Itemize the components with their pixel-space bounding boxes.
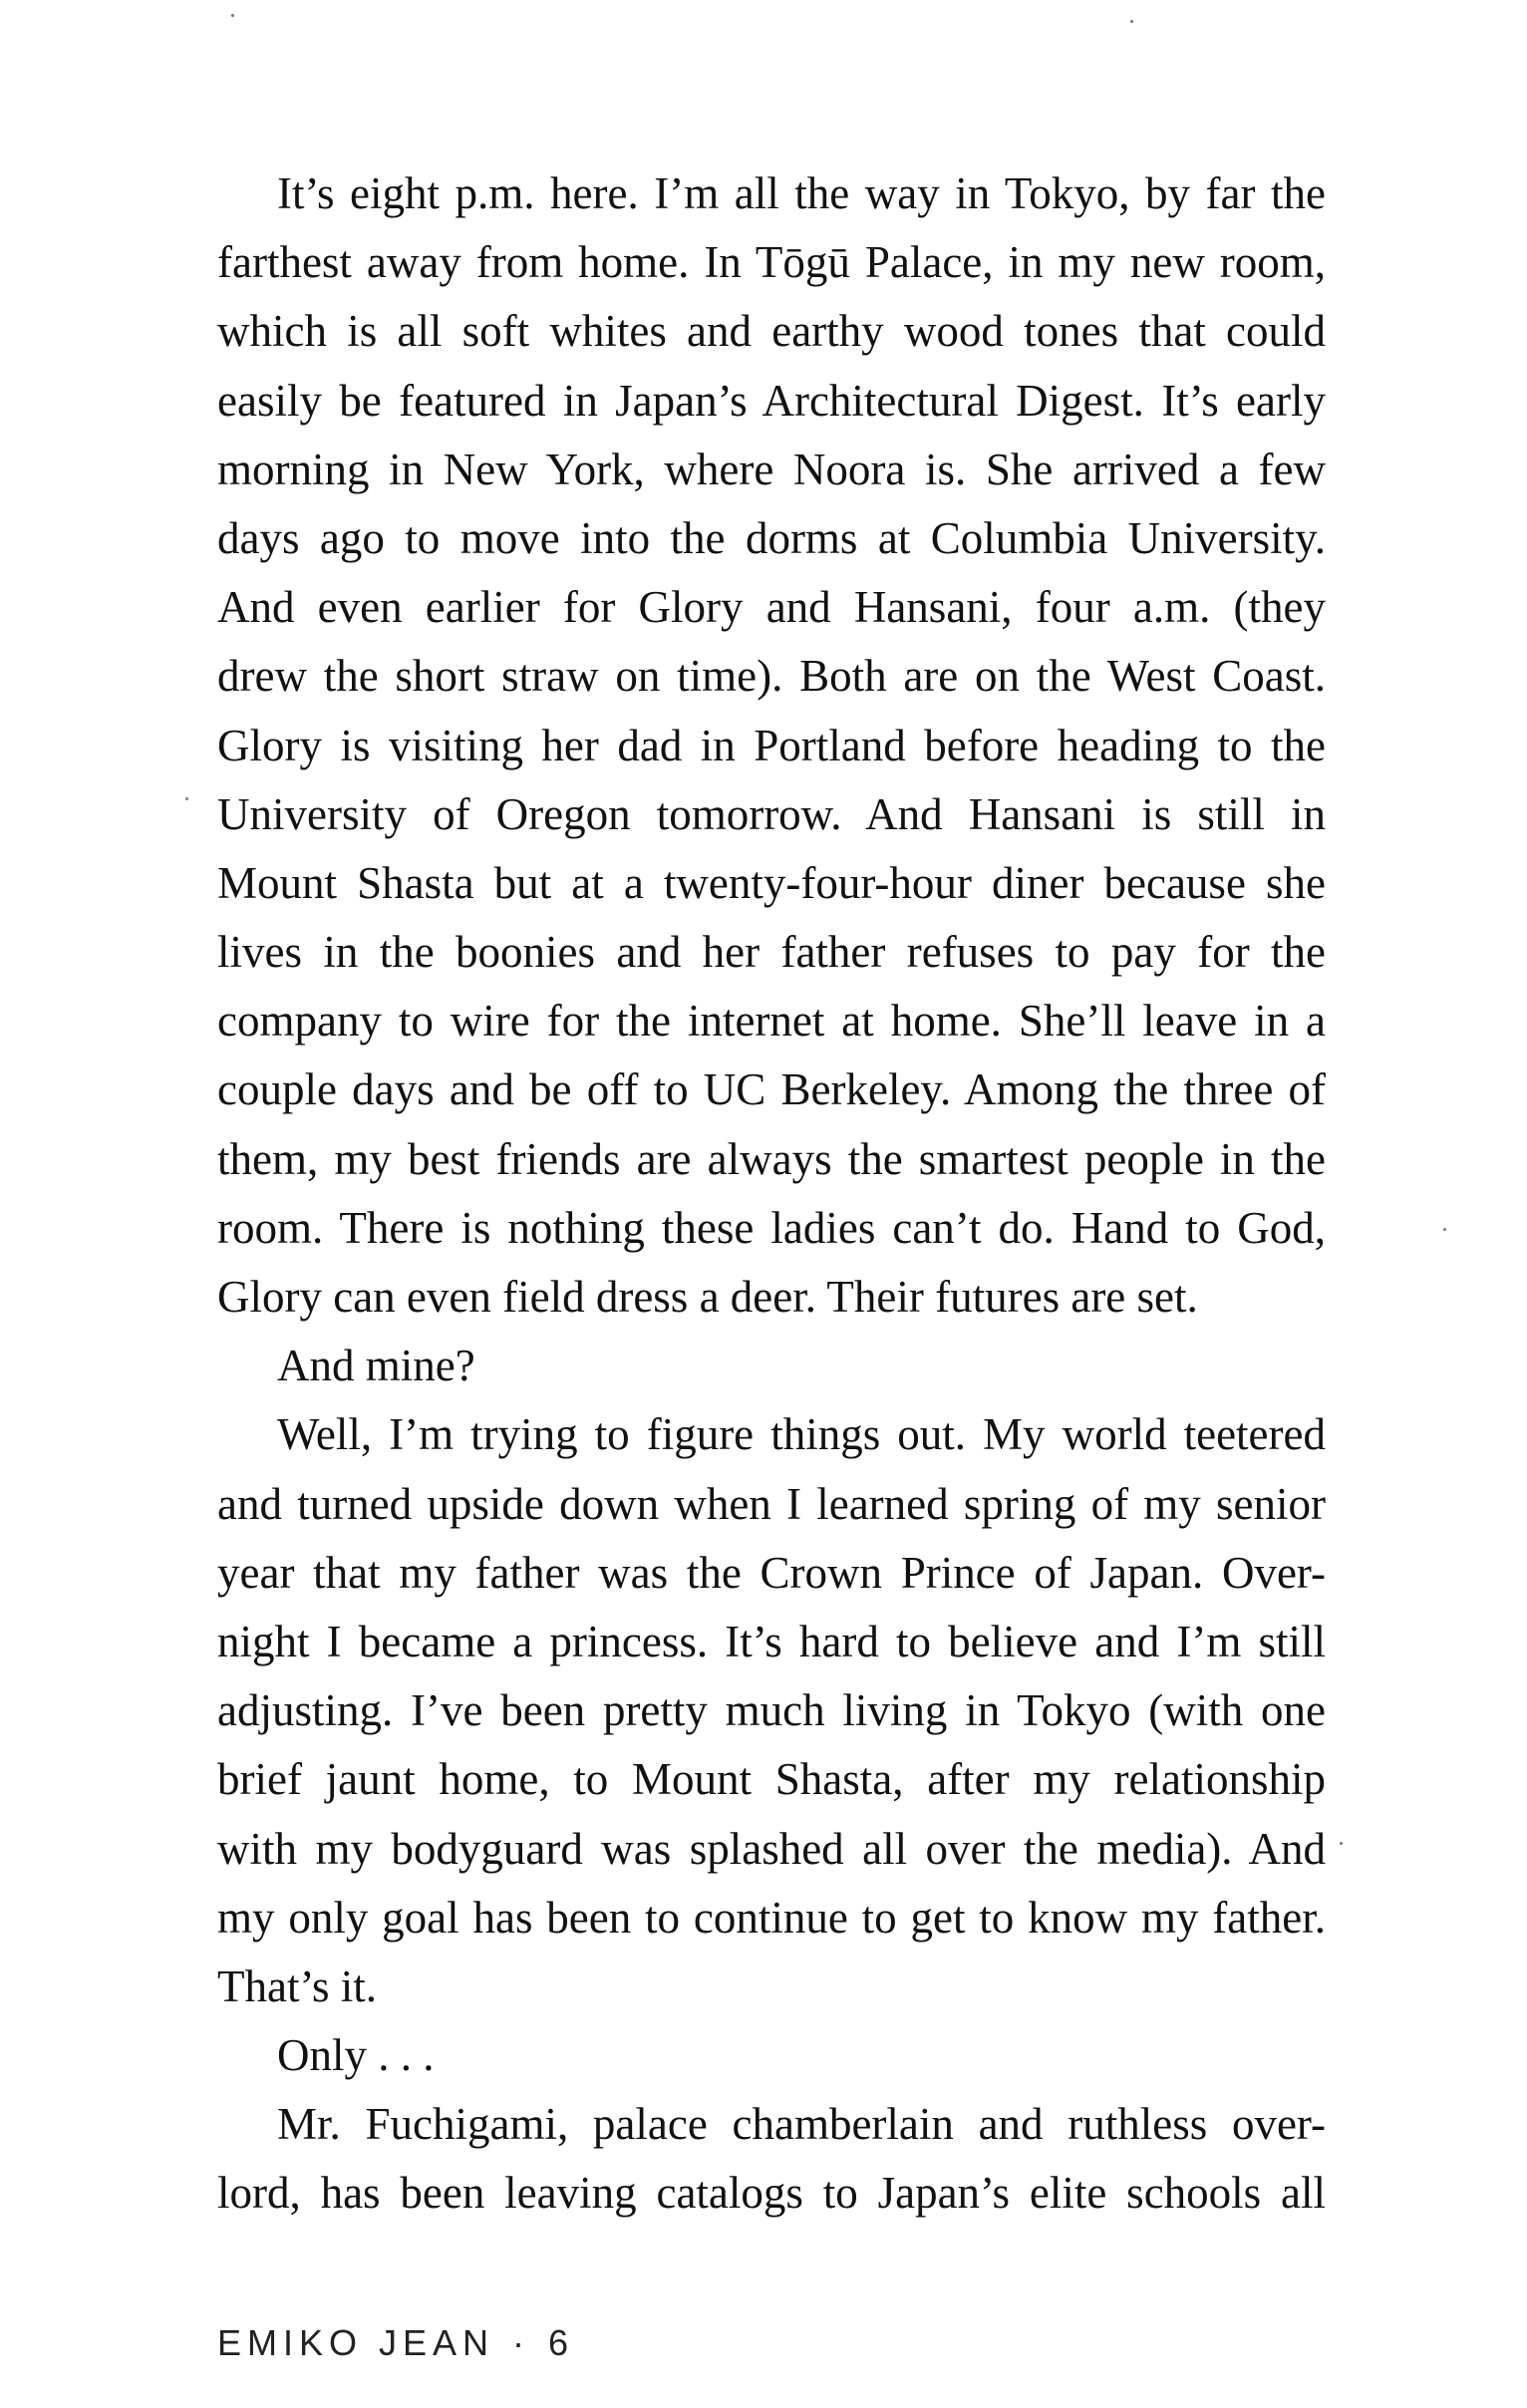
body-text [217, 159, 1326, 2229]
text-line: days ago to move into the dorms at Columbia University. [217, 512, 1326, 563]
scan-speck [1130, 20, 1133, 23]
text-line: And even earlier for Glory and Hansani, four a.m. (they [217, 582, 1326, 633]
text-line: lord, has been leaving catalogs to Japan’s elite schools all [217, 2168, 1326, 2219]
text-line: them, my best friends are always the smartest people in the [217, 1133, 1326, 1184]
text-line: Glory can even field dress a deer. Their futures are set. [217, 1272, 1198, 1322]
text-line: Only . . . [277, 2030, 435, 2081]
text-line: Well, I’m trying to figure things out. My world teetered [277, 1409, 1326, 1460]
text-line: adjusting. I’ve been pretty much living in Tokyo (with one [217, 1685, 1326, 1736]
scan-speck [1340, 1842, 1343, 1845]
text-line: my only goal has been to continue to get to know my father. [217, 1892, 1326, 1943]
text-line: brief jaunt home, to Mount Shasta, after my relationship [217, 1754, 1326, 1805]
text-line: and turned upside down when I learned spring of my senior [217, 1478, 1326, 1529]
text-line: night I became a princess. It’s hard to believe and I’m still [217, 1616, 1326, 1666]
text-line: Glory is visiting her dad in Portland before heading to the [217, 720, 1326, 770]
page-number: 6 [548, 2322, 575, 2363]
text-line: farthest away from home. In Tōgū Palace, in my new room, [217, 237, 1326, 288]
text-line: And mine? [277, 1341, 475, 1391]
text-line: drew the short straw on time). Both are on the West Coast. [217, 651, 1326, 702]
text-line: University of Oregon tomorrow. And Hansani is still in [217, 788, 1326, 839]
text-line: which is all soft whites and earthy wood tones that could [217, 306, 1326, 357]
text-line: couple days and be off to UC Berkeley. Among the three of [217, 1064, 1326, 1115]
text-line: That’s it. [217, 1960, 377, 2011]
text-line: Mr. Fuchigami, palace chamberlain and ruthless over- [277, 2099, 1326, 2150]
text-line: company to wire for the internet at home. She’ll leave in a [217, 996, 1326, 1047]
text-line: lives in the boonies and her father refuses to pay for the [217, 927, 1326, 978]
text-line: easily be featured in Japan’s Architectural Digest. It’s early [217, 375, 1326, 426]
text-line: room. There is nothing these ladies can’t do. Hand to God, [217, 1202, 1326, 1253]
scan-speck [1443, 1228, 1446, 1231]
scan-speck [231, 14, 234, 17]
text-line: It’s eight p.m. here. I’m all the way in Tokyo, by far the [277, 168, 1326, 218]
scan-speck [185, 797, 188, 800]
footer-separator: · [512, 2322, 531, 2363]
text-line: morning in New York, where Noora is. She arrived a few [217, 444, 1326, 494]
text-line: year that my father was the Crown Prince of Japan. Over- [217, 1547, 1326, 1598]
author-name: EMIKO JEAN [217, 2322, 495, 2363]
text-line: with my bodyguard was splashed all over the media). And [217, 1823, 1326, 1874]
text-line: Mount Shasta but at a twenty-four-hour diner because she [217, 857, 1326, 908]
running-footer [217, 2322, 574, 2364]
